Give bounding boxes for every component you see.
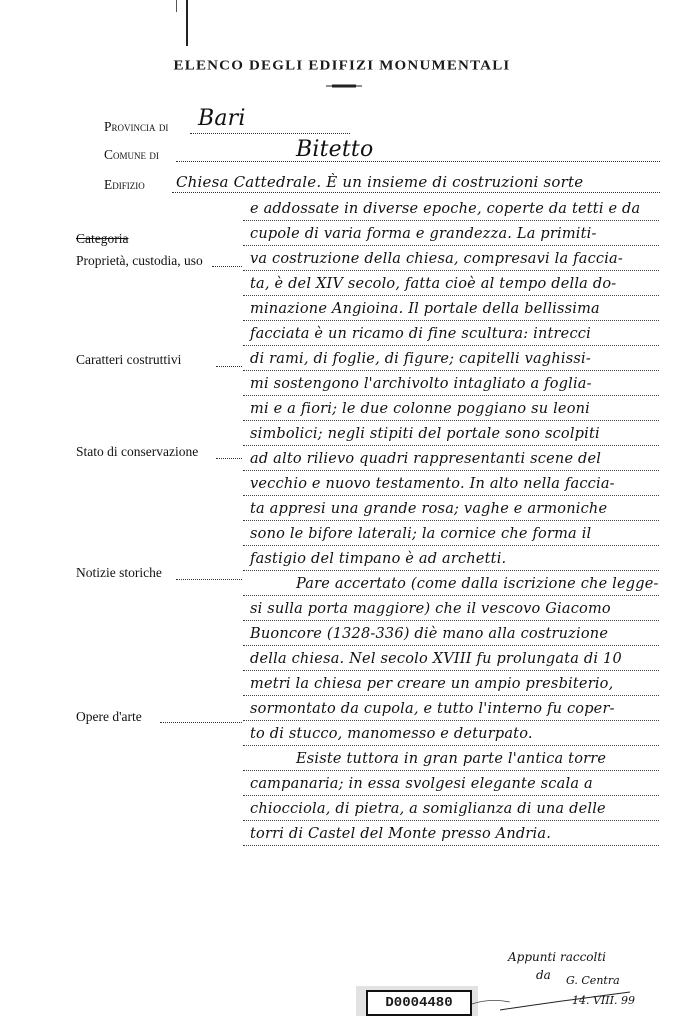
handwritten-line: Chiesa Cattedrale. È un insieme di costruzioni sorte [176,173,584,191]
label-leader [160,722,242,723]
handwritten-line: simbolici; negli stipiti del portale sono scolpiti [250,426,600,442]
ruled-line [243,270,659,271]
handwritten-line: campanaria; in essa svolgesi elegante scala a [250,776,593,792]
handwritten-line: fastigio del timpano è ad archetti. [250,551,507,567]
label-leader [212,266,242,267]
ruled-line [243,370,659,371]
ruled-line [243,520,659,521]
handwritten-line: Esiste tuttora in gran parte l'antica torre [296,751,607,767]
handwritten-line: vecchio e nuovo testamento. In alto nella faccia- [250,476,615,492]
ruled-line [243,720,659,721]
label-leader [176,579,242,580]
ruled-line [243,695,659,696]
handwritten-line: Pare accertato (come dalla iscrizione che legge- [296,576,659,592]
ruled-line [243,745,659,746]
opere-label: Opere d'arte [76,709,142,724]
scan-mark [186,0,188,46]
handwritten-line: sono le bifore laterali; la cornice che forma il [250,526,592,542]
handwritten-line: va costruzione della chiesa, compresavi la faccia- [250,251,623,267]
handwritten-line: minazione Angioina. Il portale della bellissima [250,301,600,317]
ruled-line [243,445,659,446]
ruled-line [243,470,659,471]
date: 14. VIII. 99 [572,994,635,1007]
comune-dotline [176,161,660,162]
ruled-line [243,295,659,296]
handwritten-line: di rami, di foglie, di figure; capitelli vaghissi- [250,351,591,367]
label-leader [216,366,242,367]
ruled-line [243,220,659,221]
handwritten-line: ad alto rilievo quadri rappresentanti scene del [250,451,602,467]
ruled-line [243,595,659,596]
handwritten-line: della chiesa. Nel secolo XVIII fu prolungata di 10 [250,651,622,667]
label-leader [216,458,242,459]
handwritten-line: chiocciola, di pietra, a somiglianza di una delle [250,801,606,817]
handwritten-line: facciata è un ricamo di fine scultura: intrecci [250,326,591,342]
page-title: ELENCO DEGLI EDIFIZI MONUMENTALI [173,58,511,74]
proprieta-label: Proprietà, custodia, uso [76,253,203,268]
ruled-line [243,345,659,346]
document-code: D0004480 [366,990,472,1016]
scan-mark [176,0,177,12]
ruled-line [243,820,659,821]
ruled-line [243,770,659,771]
handwritten-line: torri di Castel del Monte presso Andria. [250,826,552,842]
caratteri-label: Caratteri costruttivi [76,352,182,367]
ruled-line [243,645,659,646]
signature: G. Centra [566,974,620,987]
ruled-line [243,795,659,796]
handwritten-line: e addossate in diverse epoche, coperte da tetti e da [250,201,641,217]
edifizio-label: Edifizio [104,177,145,192]
handwritten-line: si sulla porta maggiore) che il vescovo Giacomo [250,601,611,617]
ruled-line [243,570,659,571]
ruled-line [172,192,660,193]
handwritten-line: to di stucco, manomesso e deturpato. [250,726,533,742]
provincia-label: Provincia di [104,119,169,134]
handwritten-line: cupole di varia forma e grandezza. La primiti- [250,226,597,242]
handwritten-line: ta, è del XIV secolo, fatta cioè al tempo della do- [250,276,617,292]
note-text: da [536,968,551,982]
handwritten-line: sormontato da cupola, e tutto l'interno fu coper- [250,701,615,717]
handwritten-line: metri la chiesa per creare un ampio presbiterio, [250,676,614,692]
handwritten-line: ta appresi una grande rosa; vaghe e armoniche [250,501,608,517]
stato-label: Stato di conservazione [76,444,199,459]
ruled-line [243,620,659,621]
ruled-line [243,845,659,846]
categoria-label: Categoria [76,231,129,246]
ruled-line [243,395,659,396]
title-ornament [326,83,362,89]
ruled-line [243,545,659,546]
ruled-line [243,245,659,246]
ruled-line [243,670,659,671]
handwritten-line: mi e a fiori; le due colonne poggiano su leoni [250,401,591,417]
provincia-dotline [190,133,350,134]
ruled-line [243,320,659,321]
note-text: Appunti raccolti [508,950,607,964]
comune-label: Comune di [104,147,159,162]
handwritten-line: mi sostengono l'archivolto intagliato a foglia- [250,376,592,392]
handwritten-line: Buoncore (1328-336) diè mano alla costruzione [250,626,609,642]
comune-value: Bitetto [296,137,374,162]
ruled-line [243,420,659,421]
signature-flourish [470,978,640,1018]
notizie-label: Notizie storiche [76,565,162,580]
ruled-line [243,495,659,496]
provincia-value: Bari [198,106,246,131]
